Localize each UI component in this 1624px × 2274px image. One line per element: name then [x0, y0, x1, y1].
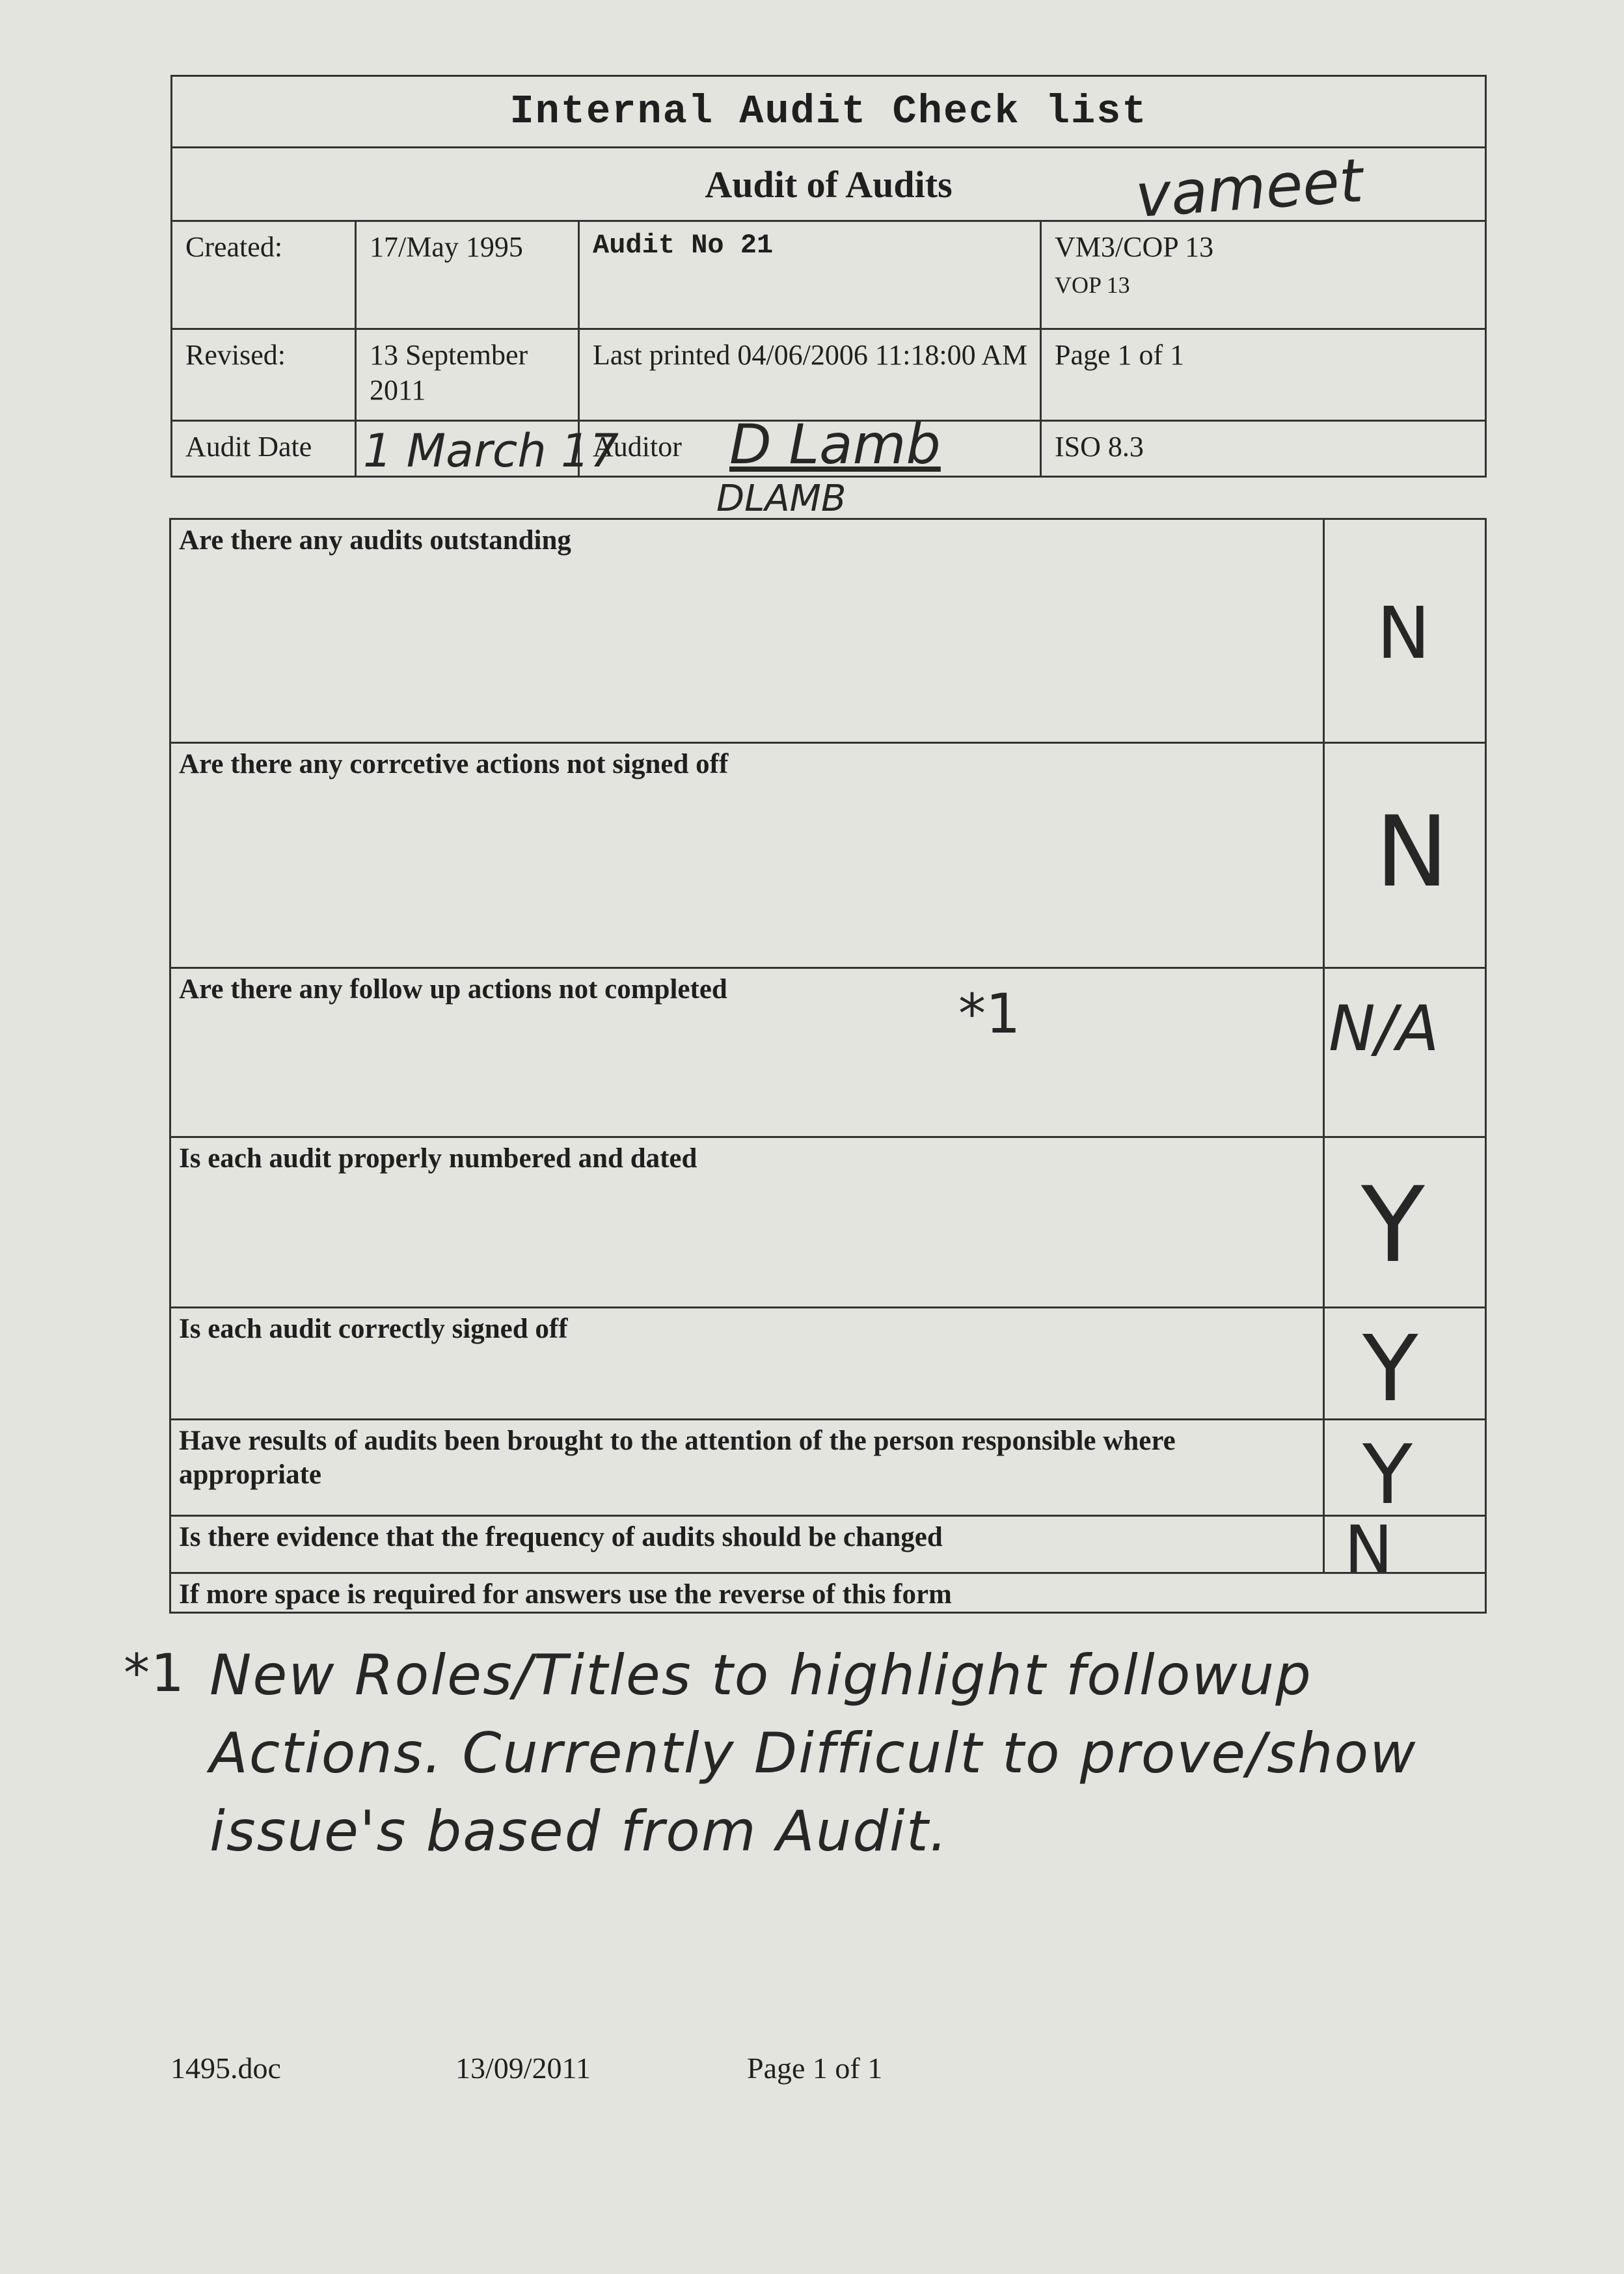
table-row — [170, 968, 1486, 1137]
table-row — [170, 1573, 1486, 1613]
auditor-label: Auditor — [593, 431, 682, 463]
question-text: Is each audit correctly signed off — [179, 1314, 568, 1344]
created-value: 17/May 1995 — [370, 231, 523, 263]
note-marker: *1 — [124, 1643, 185, 1703]
table-row — [170, 1308, 1486, 1420]
form-subtitle-cell — [172, 145, 1486, 232]
question-text: Are there any follow up actions not completed — [179, 974, 727, 1005]
answer-value: Y — [1362, 1316, 1418, 1422]
question-text: Are there any corrcetive actions not signed off — [179, 749, 729, 779]
page-info: Page 1 of 1 — [1055, 339, 1185, 371]
table-row — [170, 519, 1486, 743]
document-reference-sub: VOP 13 — [1055, 272, 1130, 298]
answer-value: N — [1344, 1511, 1393, 1588]
answer-value: Y — [1362, 1427, 1413, 1523]
answer-value: N — [1375, 796, 1449, 909]
footer-date: 13/09/2011 — [455, 2051, 591, 2085]
audit-date-value: 1 March 17 — [363, 424, 619, 478]
note-line-3: issue's based from Audit. — [210, 1799, 949, 1864]
footnote-marker: *1 — [958, 982, 1021, 1046]
created-label: Created: — [185, 231, 283, 263]
answer-value: N/A — [1329, 992, 1439, 1065]
answer-value: N — [1377, 591, 1431, 675]
audit-date-label: Audit Date — [185, 431, 312, 463]
table-row — [170, 1420, 1486, 1516]
note-line-1: New Roles/Titles to highlight followup — [210, 1643, 1312, 1708]
revised-label: Revised: — [185, 339, 286, 371]
form-title: Internal Audit Check list — [172, 76, 1486, 148]
table-row — [170, 1516, 1486, 1573]
audit-number: Audit No 21 — [593, 230, 774, 261]
question-text: Are there any audits outstanding — [179, 525, 571, 556]
last-printed: Last printed 04/06/2006 11:18:00 AM — [593, 339, 1028, 371]
question-table — [169, 518, 1487, 1614]
auditor-printed-name: DLAMB — [716, 478, 846, 520]
subtitle-signature: vameet — [1133, 145, 1366, 232]
question-text: Is there evidence that the frequency of audits should be changed — [179, 1522, 943, 1552]
footer-instruction: If more space is required for answers use the reverse of this form — [179, 1579, 952, 1610]
question-text: Have results of audits been brought to the attention of the person responsible where appropriate — [179, 1426, 1176, 1490]
answer-value: Y — [1361, 1164, 1425, 1286]
footer-filename: 1495.doc — [170, 2051, 281, 2085]
auditor-signature: D Lamb — [729, 413, 941, 476]
footer-page: Page 1 of 1 — [747, 2051, 883, 2085]
table-row — [170, 1137, 1486, 1308]
table-row — [170, 743, 1486, 968]
header-table — [170, 75, 1487, 520]
question-text: Is each audit properly numbered and dated — [179, 1143, 697, 1174]
document-reference: VM3/COP 13 — [1055, 231, 1214, 263]
revised-value: 13 September 2011 — [370, 339, 528, 406]
note-line-2: Actions. Currently Difficult to prove/show — [210, 1721, 1417, 1786]
iso-reference: ISO 8.3 — [1055, 431, 1144, 463]
form-subtitle: Audit of Audits — [705, 163, 953, 206]
